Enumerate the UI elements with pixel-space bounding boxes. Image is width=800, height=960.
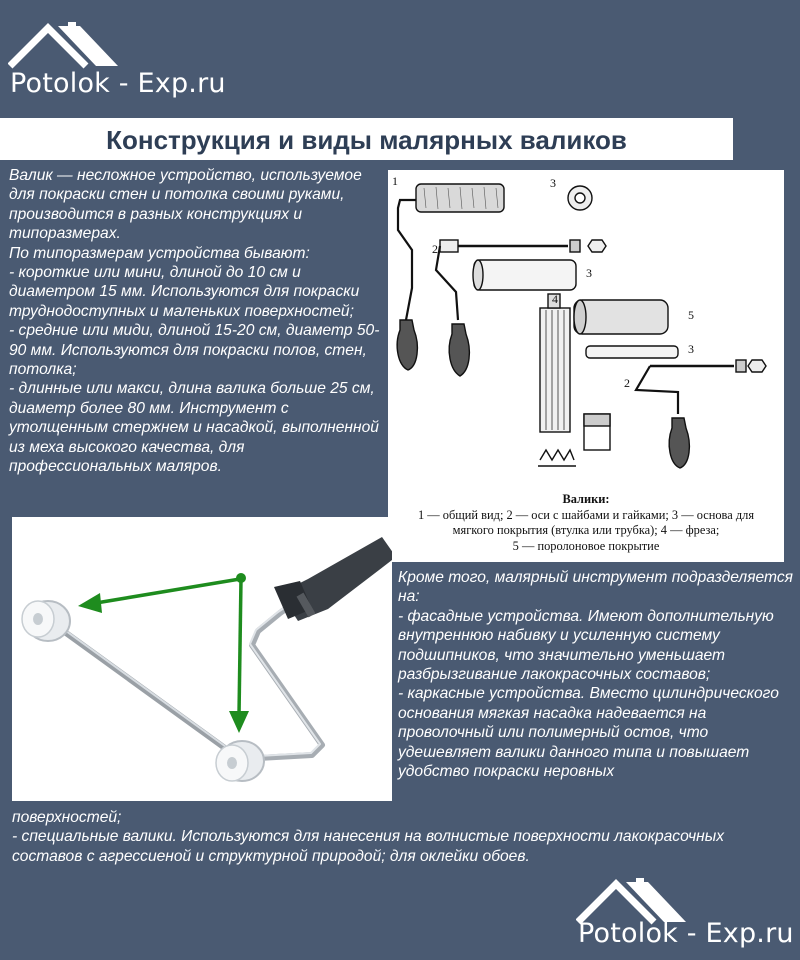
roller-frame-photo [12, 517, 392, 801]
tail-text [12, 808, 792, 866]
diagram-label: 5 [688, 308, 694, 322]
house-roof-icon [8, 22, 120, 70]
intro-paragraph: - средние или миди, длиной 15-20 см, диаметр 50-90 мм. Используются для покраски полов, стен, потолка; [9, 322, 380, 379]
roller-frame-illustration [12, 517, 392, 801]
diagram-label: 1 [392, 174, 398, 188]
roller-diagram [388, 170, 784, 562]
extra-paragraph: Кроме того, малярный инструмент подразделяется на: [398, 569, 793, 606]
caption-line: 1 — общий вид; 2 — оси с шайбами и гайками; 3 — основа для [417, 507, 755, 522]
tail-paragraph: поверхностей; [12, 809, 122, 826]
intro-paragraph: Валик — несложное устройство, используемое для покраски стен и потолка своими руками, производится в разных конструкциях и типоразмерах. [9, 167, 362, 243]
logo-bottom[interactable] [570, 872, 800, 960]
caption-line: мягкого покрытия (втулка или трубка); 4 — фреза; [452, 523, 720, 538]
diagram-label: 2 [432, 242, 438, 256]
caption-title: Валики: [562, 492, 610, 506]
dimension-arrows [78, 573, 249, 733]
diagram-label: 2 [624, 376, 630, 390]
extra-paragraph: - фасадные устройства. Имеют дополнительную внутреннюю набивку и усиленную систему подшипников, что значительно уменьшает разбрызгивание лакокрасочных составов; [398, 607, 774, 684]
diagram-label: 4 [552, 292, 558, 306]
caption-line: 5 — поролоновое покрытие [512, 538, 660, 553]
diagram-caption [388, 492, 784, 554]
logo-text: Potolok - Exp.ru [10, 68, 226, 99]
intro-paragraph: - длинные или макси, длина валика больше 25 см, диаметр более 80 мм. Инструмент с утолщенным стержнем и насадкой, выполненной из меха высокого качества, для профессиональных маляров. [9, 380, 379, 476]
tail-paragraph: - специальные валики. Используются для нанесения на волнистые поверхности лакокрасочных составов с агрессиеной и структурной природой; для оклейки обоев. [12, 828, 725, 865]
diagram-label: 3 [586, 266, 592, 280]
roller-end-cap [22, 601, 70, 641]
intro-paragraph: - короткие или мини, длиной до 10 см и диаметром 15 мм. Используются для покраски труднодоступных и маленьких поверхностей; [9, 264, 360, 320]
logo-top[interactable] [0, 0, 260, 110]
logo-text: Potolok - Exp.ru [578, 918, 794, 949]
extra-text [398, 568, 794, 781]
diagram-label: 3 [688, 342, 694, 356]
diagram-label: 3 [550, 176, 556, 190]
intro-text [9, 166, 381, 477]
title-bar [0, 118, 733, 160]
intro-paragraph: По типоразмерам устройства бывают: [9, 244, 310, 262]
roller-end-cap [216, 741, 264, 781]
roller-drawing [388, 170, 784, 488]
page-title: Конструкция и виды малярных валиков [106, 125, 627, 155]
extra-paragraph: - каркасные устройства. Вместо цилиндрического основания мягкая насадка надевается на проволочный или полимерный остов, что удешевляет валики данного типа и повышает удобство покраски неровных [398, 685, 779, 781]
